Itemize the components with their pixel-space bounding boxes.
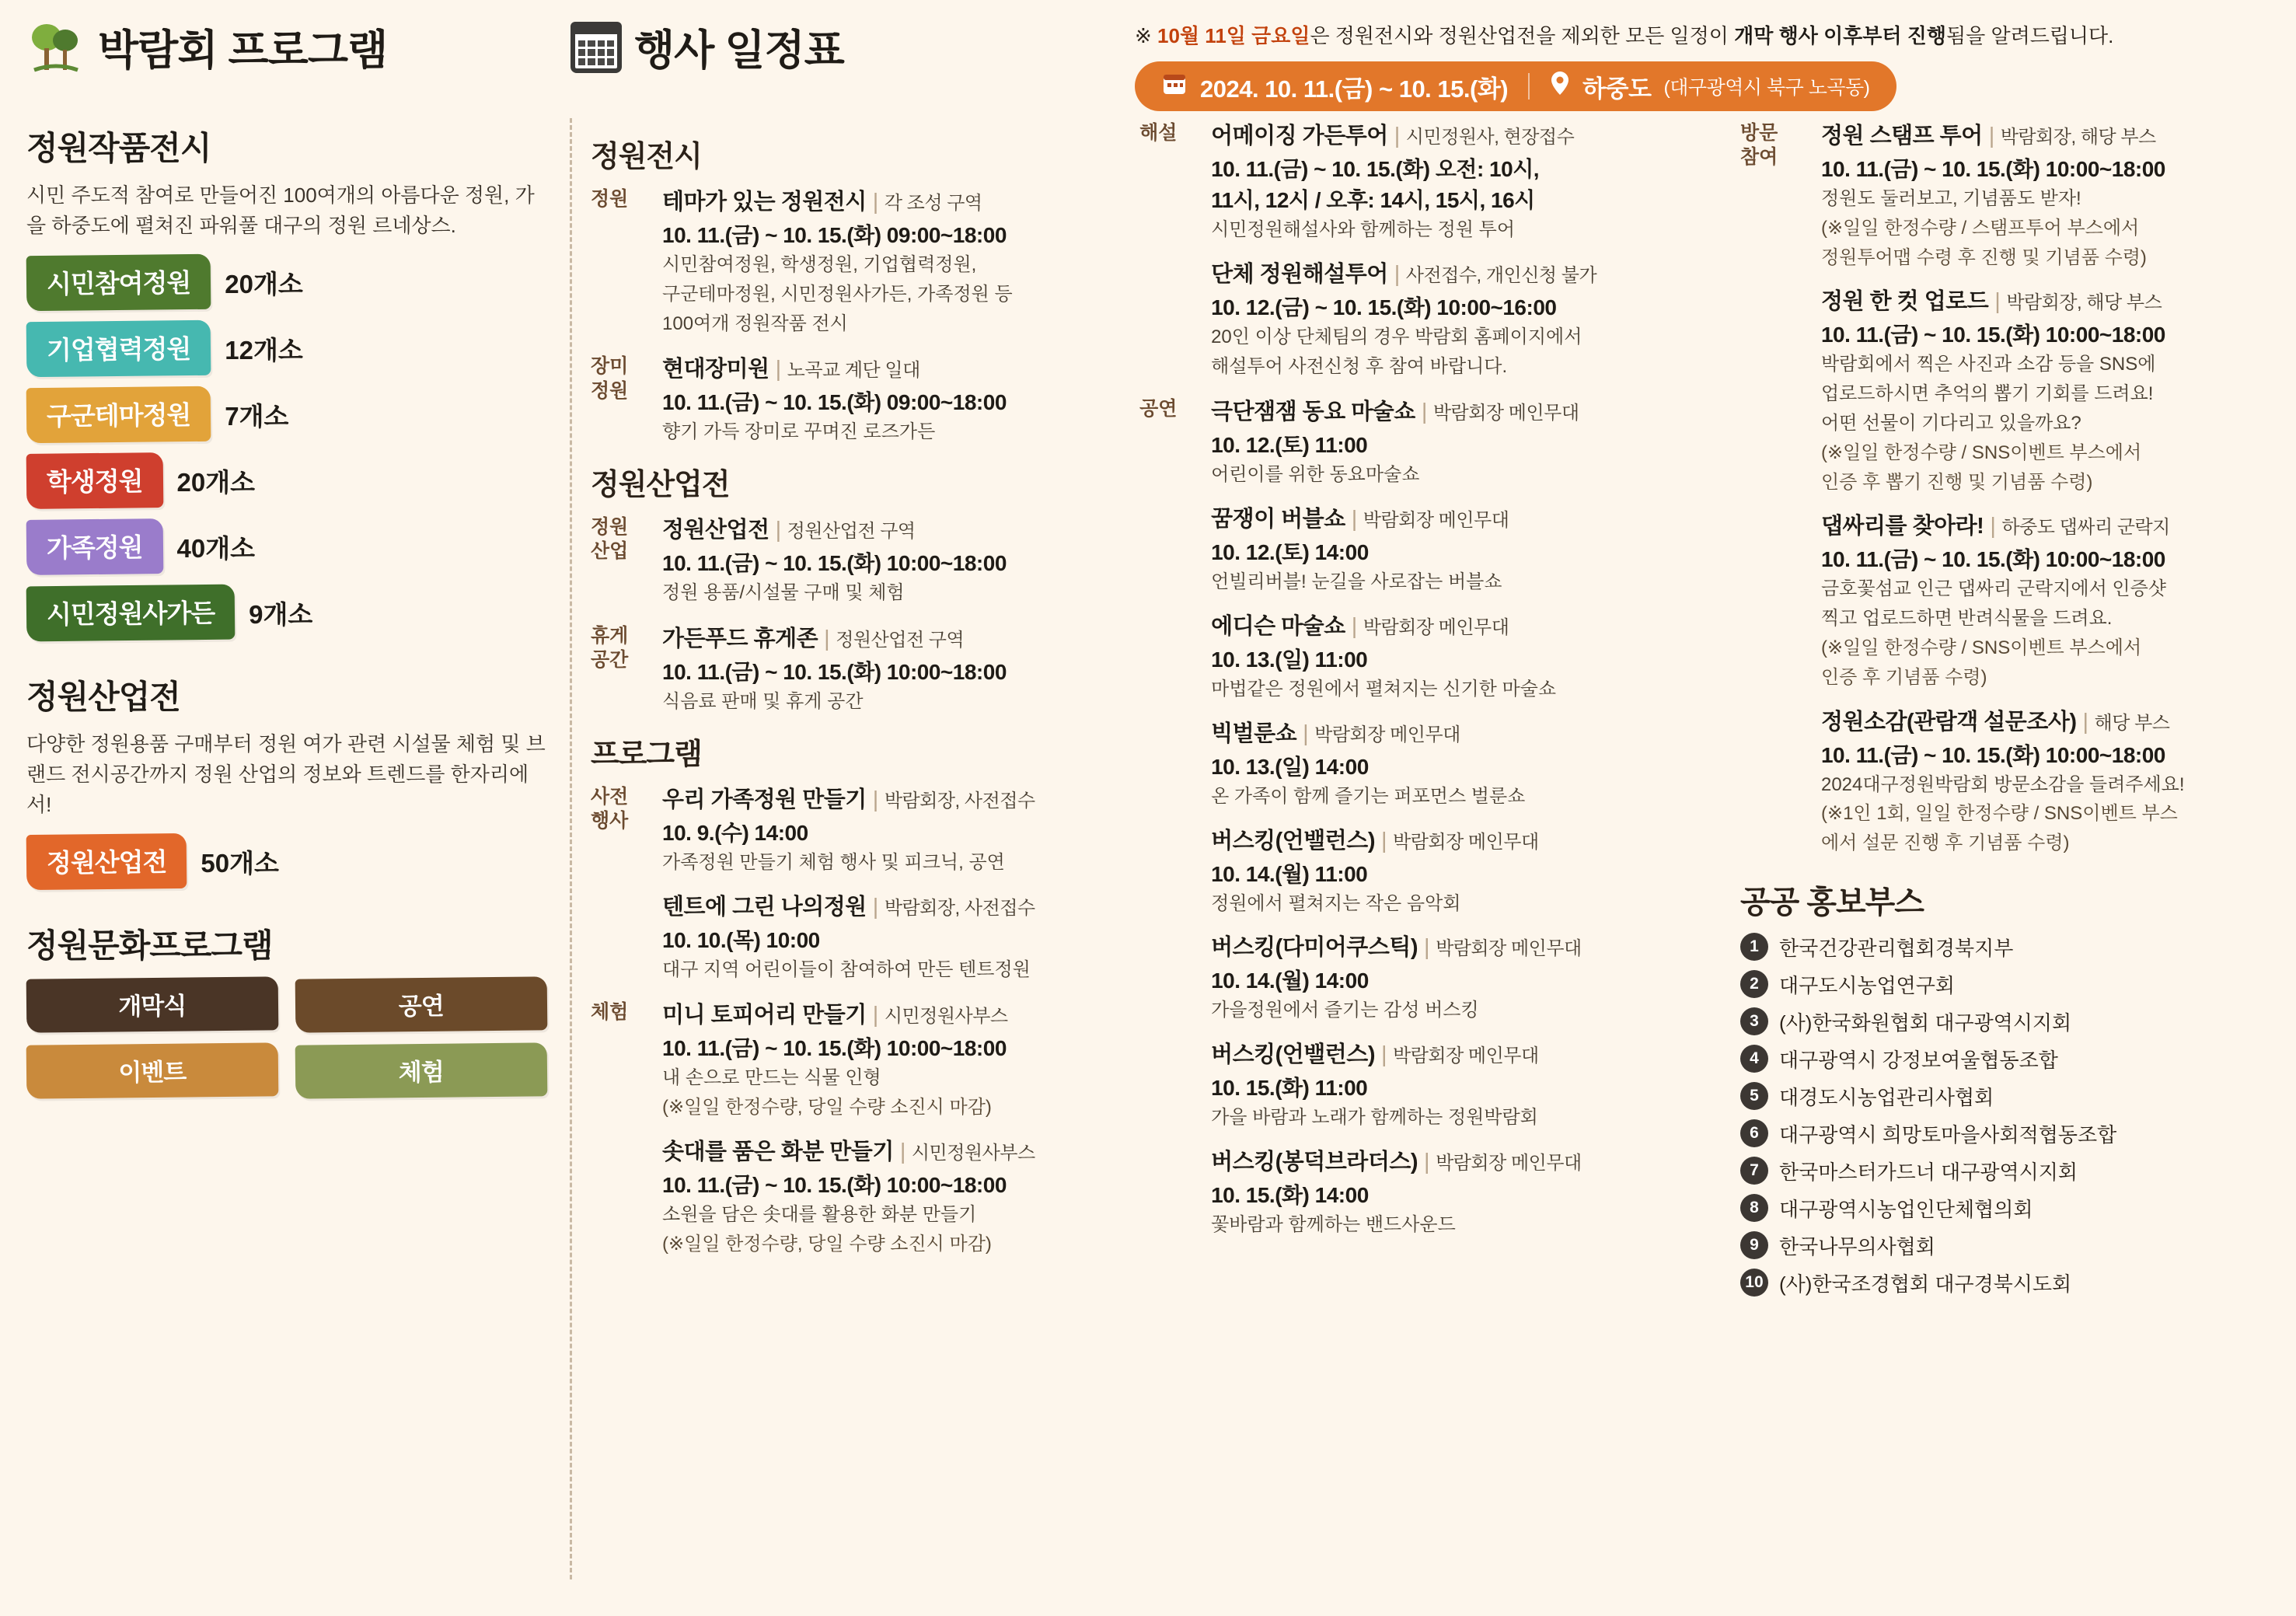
list-item-label: 대구광역시농업인단체협의회	[1778, 1197, 2033, 1221]
list-item-number: 7	[1740, 1157, 1768, 1185]
entry-note: 시민참여정원, 학생정원, 기업협력정원,	[662, 254, 977, 275]
entry-date: 10. 13.(일) 14:00	[1211, 754, 1369, 779]
notice-mid: 은 정원전시와 정원산업전을 제외한 모든 일정이	[1310, 24, 1729, 47]
entry-place: 박람회장 메인무대	[1432, 403, 1579, 424]
garden-category-row	[26, 519, 546, 574]
entry-note: 구군테마정원, 시민정원사가든, 가족정원 등	[662, 283, 1013, 305]
entry-place: 시민정원사부스	[884, 1006, 1008, 1028]
entry-title	[662, 512, 1094, 544]
entry-title	[1821, 118, 2270, 150]
column-visit-participate	[1726, 118, 2270, 1579]
entry-date: 10. 9.(수) 14:00	[662, 820, 808, 845]
entry-tag: 사전 행사	[591, 785, 629, 832]
entry-place: 박람회장, 사전접수	[884, 897, 1035, 919]
entry-note: 꽃바람과 함께하는 밴드사운드	[1211, 1213, 1456, 1235]
entry-date: 10. 14.(월) 14:00	[1211, 969, 1369, 993]
entry-body	[1211, 609, 1712, 703]
entry-date: 10. 10.(목) 10:00	[662, 927, 820, 952]
entry-date: 10. 15.(화) 14:00	[1211, 1182, 1369, 1207]
page-title: 박람회 프로그램	[98, 27, 388, 74]
notice-suffix: 됨을 알려드립니다.	[1946, 24, 2114, 47]
entry-separator: |	[1380, 1042, 1387, 1068]
list-item-label: 대구도시농업연구회	[1778, 973, 1956, 997]
entry-place: 노곡교 계단 일대	[787, 360, 920, 382]
entry-title	[1211, 501, 1712, 533]
date-place-pill	[1135, 61, 1896, 111]
entry-title	[662, 782, 1094, 814]
industry-description: 다양한 정원용품 구매부터 정원 여가 관련 시설물 체험 및 브랜드 전시공간까지 정원 산업의 정보와 트렌드를 한자리에서!	[26, 732, 546, 816]
entry-note: (※일일 한정수량, 당일 수량 소진시 마감)	[662, 1233, 992, 1255]
garden-category-row	[26, 255, 546, 310]
list-item-number: 5	[1740, 1082, 1768, 1110]
entry-place: 박람회장 메인무대	[1314, 724, 1460, 745]
entry-name: 미니 토피어리 만들기	[662, 1003, 867, 1028]
entry-note: 식음료 판매 및 휴게 공간	[662, 690, 864, 712]
entry-body	[662, 184, 1094, 337]
entry-place: 정원산업전 구역	[787, 521, 916, 543]
entry-body	[1211, 257, 1712, 381]
entry-date: 10. 11.(금) ~ 10. 15.(화) 09:00~18:00	[662, 390, 1007, 415]
list-item-number: 3	[1740, 1007, 1768, 1035]
garden-category-label: 기업협력정원	[26, 320, 211, 377]
entry-separator: |	[1303, 721, 1309, 746]
notice-highlight: 10월 11일 금요일	[1157, 24, 1310, 47]
schedule-block-title: 정원산업전	[591, 469, 730, 502]
entry-place: 정원산업전 구역	[836, 629, 965, 651]
column-schedule-b	[1113, 118, 1726, 1579]
entry-body	[662, 997, 1094, 1258]
entry-note: 어린이를 위한 동요마술쇼	[1211, 464, 1420, 486]
entry-name: 어메이징 가든투어	[1211, 124, 1388, 148]
entry-tag: 휴게 공간	[591, 624, 629, 672]
entry-title	[662, 351, 1094, 383]
entry-place: 시민정원사, 현장접수	[1405, 127, 1575, 148]
entry-separator: |	[1351, 613, 1357, 639]
entry-note: 정원 용품/시설물 구매 및 체험	[662, 582, 905, 604]
entry-subitem	[662, 1134, 1094, 1258]
garden-category-count: 20개소	[225, 270, 303, 298]
entry-tag: 해설	[1139, 122, 1178, 144]
schedule-title: 행사 일정표	[634, 27, 844, 74]
entry-place: 박람회장, 사전접수	[884, 790, 1035, 811]
entry-place: 하중도 댑싸리 군락지	[2001, 517, 2170, 539]
entry-note: 박람회에서 찍은 사진과 소감 등을 SNS에	[1820, 354, 2156, 375]
entry-place: 시민정원사부스	[911, 1142, 1035, 1164]
schedule-entry	[591, 782, 1094, 984]
culture-program-label: 이벤트	[26, 1042, 278, 1098]
entry-note: 마법같은 정원에서 펼쳐지는 신기한 마술쇼	[1211, 678, 1557, 700]
entry-note: 소원을 담은 솟대를 활용한 화분 만들기	[662, 1203, 977, 1225]
garden-category-count: 20개소	[176, 468, 255, 497]
entry-note: 온 가족이 함께 즐기는 퍼포먼스 벌룬쇼	[1211, 785, 1526, 807]
entry-body	[1211, 930, 1712, 1024]
entry-note: (※일일 한정수량 / SNS이벤트 부스에서	[1820, 637, 2142, 658]
list-item-number: 2	[1740, 970, 1768, 998]
entry-note: 정원에서 펼쳐지는 작은 음악회	[1211, 892, 1461, 914]
list-item	[1740, 1269, 2270, 1297]
list-item-label: 한국나무의사협회	[1778, 1234, 1935, 1258]
entry-tag: 정원	[591, 188, 629, 210]
list-item-label: (사)한국화원협회 대구광역시지회	[1778, 1010, 2072, 1035]
list-item	[1740, 1231, 2270, 1260]
entry-note: 찍고 업로드하면 반려식물을 드려요.	[1820, 608, 2113, 630]
entry-name: 버스킹(봉덕브라더스)	[1211, 1149, 1418, 1174]
schedule-heading	[571, 17, 1115, 77]
column-schedule-a	[570, 118, 1113, 1579]
entry-date: 10. 11.(금) ~ 10. 15.(화) 10:00~18:00	[1820, 157, 2165, 181]
entry-title	[1211, 1037, 1712, 1069]
entry-note: (※일일 한정수량 / 스탬프투어 부스에서	[1820, 217, 2140, 239]
list-item-label: 대경도시농업관리사협회	[1778, 1085, 1994, 1109]
list-item	[1740, 1119, 2270, 1148]
garden-category-row	[26, 321, 546, 376]
entry-place: 박람회장 메인무대	[1436, 1152, 1582, 1174]
entry-body	[1821, 704, 2270, 857]
entry-separator: |	[872, 190, 878, 215]
entry-title	[1821, 284, 2270, 316]
calendar-icon	[571, 22, 622, 73]
list-item	[1740, 970, 2270, 999]
entry-tag: 장미 정원	[591, 355, 629, 402]
list-item-number: 4	[1740, 1045, 1768, 1073]
entry-separator: |	[1380, 828, 1387, 853]
entry-date: 10. 15.(화) 11:00	[1211, 1076, 1368, 1101]
entry-place: 해당 부스	[2094, 712, 2170, 734]
header-bar	[26, 17, 2270, 110]
entry-body	[1211, 394, 1712, 489]
list-item	[1740, 1045, 2270, 1073]
entry-stack	[1821, 118, 2270, 857]
entry-stack	[1211, 394, 1712, 1238]
entry-body	[662, 351, 1094, 446]
entry-note: 100여개 정원작품 전시	[662, 312, 848, 334]
schedule-entry	[591, 997, 1094, 1258]
list-item-label: (사)한국조경협회 대구경북시도회	[1778, 1272, 2072, 1296]
notice-mark: ※	[1135, 24, 1152, 47]
entry-date: 10. 12.(토) 14:00	[1211, 540, 1369, 565]
entry-note: (※일일 한정수량 / SNS이벤트 부스에서	[1820, 442, 2142, 463]
entry-note: 인증 후 기념품 수령)	[1820, 666, 1987, 688]
entry-body	[1821, 284, 2270, 496]
entry-note: 정원투어맵 수령 후 진행 및 기념품 수령)	[1820, 246, 2147, 268]
entry-separator: |	[1351, 507, 1357, 532]
entry-separator: |	[2082, 709, 2088, 735]
garden-category-row	[26, 453, 546, 508]
entry-separator: |	[775, 518, 781, 543]
entry-body	[1211, 118, 1712, 244]
entry-title	[662, 621, 1094, 653]
entry-name: 솟대를 품은 화분 만들기	[662, 1139, 894, 1164]
entry-note: 가을정원에서 즐기는 감성 버스킹	[1211, 1000, 1479, 1021]
entry-title	[1211, 930, 1712, 962]
entry-title	[662, 184, 1094, 216]
garden-category-label: 구군테마정원	[26, 386, 211, 443]
entry-title	[662, 889, 1094, 921]
entry-separator: |	[872, 894, 878, 920]
entry-note: 정원도 둘러보고, 기념품도 받자!	[1820, 188, 2081, 209]
entry-tag: 방문 참여	[1739, 122, 1778, 169]
industry-category-row	[26, 834, 546, 889]
entry-note: 업로드하시면 추억의 뽑기 기회를 드려요!	[1820, 383, 2154, 405]
garden-category-count: 40개소	[176, 534, 255, 563]
list-item-label: 한국건강관리협회경북지부	[1778, 936, 2014, 960]
entry-title	[662, 1134, 1094, 1166]
entry-name: 꿈쟁이 버블쇼	[1211, 507, 1345, 532]
visit-entry-group	[1740, 118, 2270, 857]
entry-date: 10. 11.(금) ~ 10. 15.(화) 오전: 10시, 11시, 12시 / 오후: 14시, 15시, 16시	[1211, 157, 1540, 212]
schedule-entry-group	[1139, 394, 1712, 1238]
entry-note: 에서 설문 진행 후 기념품 수령)	[1820, 832, 2070, 854]
entry-note: (※1인 1회, 일일 한정수량 / SNS이벤트 부스	[1820, 803, 2178, 825]
entry-separator: |	[1421, 400, 1427, 425]
exhibit-description: 시민 주도적 참여로 만들어진 100여개의 아름다운 정원, 가을 하중도에 펼쳐진 파워풀 대구의 정원 르네상스.	[26, 183, 535, 237]
section-title-exhibit: 정원작품전시	[26, 130, 211, 166]
entry-date: 10. 13.(일) 11:00	[1211, 647, 1368, 672]
entry-body	[1211, 823, 1712, 918]
entry-name: 빅벌룬쇼	[1211, 721, 1297, 746]
list-item	[1740, 933, 2270, 962]
entry-name: 테마가 있는 정원전시	[662, 190, 867, 215]
entry-title	[1211, 1144, 1712, 1176]
entry-tag: 정원 산업	[591, 516, 629, 563]
entry-body	[662, 782, 1094, 984]
entry-date: 10. 11.(금) ~ 10. 15.(화) 09:00~18:00	[662, 223, 1007, 247]
entry-separator: |	[1988, 124, 1994, 148]
garden-category-row	[26, 387, 546, 442]
entry-place: 박람회장 메인무대	[1363, 616, 1509, 638]
notice-bold: 개막 행사 이후부터 진행	[1734, 24, 1946, 47]
entry-date: 10. 11.(금) ~ 10. 15.(화) 10:00~18:00	[1820, 742, 2165, 767]
entry-separator: |	[1424, 935, 1430, 961]
garden-category-count: 9개소	[249, 600, 313, 629]
entry-note: 금호꽃섬교 인근 댑싸리 군락지에서 인증샷	[1820, 578, 2166, 600]
schedule-entry	[591, 512, 1094, 607]
section-title-industry: 정원산업전	[26, 679, 180, 715]
schedule-block-title: 프로그램	[591, 738, 702, 771]
entry-note: 대구 지역 어린이들이 참여하여 만든 텐트정원	[662, 958, 1031, 980]
schedule-entry	[591, 351, 1094, 446]
entry-name: 정원산업전	[662, 518, 769, 543]
entry-date: 10. 11.(금) ~ 10. 15.(화) 10:00~18:00	[662, 1036, 1007, 1061]
list-item-number: 1	[1740, 933, 1768, 961]
entry-body	[1211, 1037, 1712, 1132]
garden-category-count: 7개소	[225, 402, 289, 431]
entry-separator: |	[1394, 261, 1400, 287]
entry-place: 박람회장, 해당 부스	[2000, 127, 2156, 148]
list-item-label: 대구광역시 강정보여울협동조합	[1778, 1048, 2058, 1072]
entry-note: 어떤 선물이 기다리고 있을까요?	[1820, 412, 2081, 434]
garden-category-label: 학생정원	[26, 452, 163, 509]
entry-title	[662, 997, 1094, 1029]
industry-category-label: 정원산업전	[26, 833, 187, 890]
entry-separator: |	[872, 787, 878, 812]
industry-category-count: 50개소	[201, 849, 279, 878]
entry-body	[1821, 508, 2270, 691]
entry-title	[1211, 257, 1712, 288]
entry-title	[1211, 394, 1712, 426]
list-item	[1740, 1157, 2270, 1185]
notice-area	[1115, 17, 2270, 111]
entry-body	[662, 512, 1094, 607]
entry-tag: 체험	[591, 1001, 629, 1024]
list-item-label: 대구광역시 희망토마을사회적협동조합	[1778, 1122, 2117, 1147]
garden-category-label: 시민정원사가든	[26, 585, 236, 642]
entry-date: 10. 11.(금) ~ 10. 15.(화) 10:00~18:00	[662, 659, 1007, 684]
industry-item	[26, 834, 546, 889]
column-program-summary	[26, 118, 570, 1579]
schedule-entry	[591, 184, 1094, 337]
list-item-number: 10	[1740, 1269, 1768, 1297]
list-item	[1740, 1194, 2270, 1223]
entry-name: 정원소감(관람객 설문조사)	[1820, 709, 2077, 735]
entry-name: 우리 가족정원 만들기	[662, 787, 867, 812]
list-item-number: 6	[1740, 1119, 1768, 1147]
entry-note: 향기 가득 장미로 꾸며진 로즈가든	[662, 421, 936, 443]
garden-category-row	[26, 585, 546, 640]
entry-name: 정원 스탬프 투어	[1820, 124, 1983, 148]
entry-date: 10. 12.(금) ~ 10. 15.(화) 10:00~16:00	[1211, 295, 1557, 319]
entry-separator: |	[1394, 124, 1400, 148]
entry-name: 현대장미원	[662, 357, 769, 382]
entry-name: 단체 정원해설투어	[1211, 261, 1388, 287]
entry-separator: |	[1424, 1149, 1430, 1174]
entry-name: 에디슨 마술쇼	[1211, 613, 1345, 639]
garden-category-label: 시민참여정원	[26, 254, 211, 311]
entry-body	[1211, 1144, 1712, 1239]
list-item-label: 한국마스터가드너 대구광역시지회	[1778, 1160, 2078, 1184]
entry-date: 10. 12.(토) 11:00	[1211, 433, 1368, 458]
entry-name: 버스킹(언밸런스)	[1211, 828, 1375, 853]
entry-note: 인증 후 뽑기 진행 및 기념품 수령)	[1820, 471, 2093, 493]
entry-body	[1821, 118, 2270, 271]
program-heading	[26, 17, 571, 77]
entry-place: 각 조성 구역	[884, 193, 982, 214]
entry-stack	[1211, 118, 1712, 380]
schedule-entry-group	[1139, 118, 1712, 380]
entry-note: 가을 바람과 노래가 함께하는 정원박람회	[1211, 1107, 1538, 1129]
notice-text	[1135, 20, 2270, 49]
entry-title	[1821, 508, 2270, 540]
entry-place: 박람회장 메인무대	[1363, 510, 1509, 532]
promo-booth-list	[1740, 933, 2270, 1297]
pill-place-sub: (대구광역시 북구 노곡동)	[1663, 77, 1870, 99]
garden-category-label: 가족정원	[26, 518, 163, 575]
entry-separator: |	[824, 626, 830, 651]
entry-note: 해설투어 사전신청 후 참여 바랍니다.	[1211, 355, 1508, 377]
entry-place: 박람회장, 해당 부스	[2006, 292, 2162, 314]
entry-date: 10. 11.(금) ~ 10. 15.(화) 10:00~18:00	[662, 1172, 1007, 1197]
entry-subitem	[662, 889, 1094, 984]
entry-title	[1211, 716, 1712, 748]
culture-program-label: 개막식	[26, 976, 278, 1032]
schedule-entry	[591, 621, 1094, 716]
entry-note: 가족정원 만들기 체험 행사 및 피크닉, 공연	[662, 851, 1005, 873]
entry-separator: |	[872, 1003, 878, 1028]
calendar-small-icon	[1161, 70, 1188, 103]
entry-title	[1211, 823, 1712, 855]
entry-place: 박람회장 메인무대	[1436, 938, 1582, 960]
entry-title	[1821, 704, 2270, 736]
entry-note: 언빌리버블! 눈길을 사로잡는 버블쇼	[1211, 571, 1502, 593]
entry-name: 텐트에 그린 나의정원	[662, 894, 867, 920]
entry-date: 10. 14.(월) 11:00	[1211, 861, 1368, 886]
entry-title	[1211, 609, 1712, 640]
entry-name: 정원 한 컷 업로드	[1820, 289, 1989, 315]
entry-date: 10. 11.(금) ~ 10. 15.(화) 10:00~18:00	[1820, 547, 2165, 572]
entry-separator: |	[899, 1139, 905, 1164]
entry-tag: 공연	[1139, 398, 1178, 421]
garden-category-count: 12개소	[225, 336, 303, 365]
tree-icon	[26, 20, 85, 75]
entry-name: 가든푸드 휴게존	[662, 626, 818, 651]
entry-note: 20인 이상 단체팀의 경우 박람회 홈페이지에서	[1211, 326, 1582, 347]
culture-list	[26, 978, 546, 1098]
list-item-number: 8	[1740, 1194, 1768, 1222]
entry-name: 극단잼잼 동요 마술쇼	[1211, 400, 1415, 425]
entry-note: (※일일 한정수량, 당일 수량 소진시 마감)	[662, 1097, 992, 1119]
entry-date: 10. 11.(금) ~ 10. 15.(화) 10:00~18:00	[1820, 323, 2165, 347]
promo-title: 공공 홍보부스	[1739, 885, 1924, 920]
list-item	[1740, 1082, 2270, 1111]
content-columns	[26, 118, 2270, 1579]
entry-name: 버스킹(언밸런스)	[1211, 1042, 1375, 1068]
entry-place: 사전접수, 개인신청 불가	[1405, 264, 1597, 286]
entry-body	[1211, 716, 1712, 811]
list-item-number: 9	[1740, 1231, 1768, 1259]
entry-separator: |	[1990, 514, 1996, 539]
entry-name: 버스킹(다미어쿠스틱)	[1211, 935, 1418, 961]
entry-place: 박람회장 메인무대	[1393, 831, 1539, 853]
schedule-block-title: 정원전시	[591, 141, 702, 173]
garden-list	[26, 255, 546, 640]
entry-title	[1211, 118, 1712, 150]
entry-separator: |	[775, 357, 781, 382]
culture-program-label: 체험	[295, 1042, 546, 1098]
entry-body	[1211, 501, 1712, 596]
pill-place: 하중도	[1582, 75, 1652, 103]
location-pin-icon	[1550, 70, 1570, 103]
entry-separator: |	[1994, 289, 2001, 315]
entry-name: 댑싸리를 찾아라!	[1820, 514, 1984, 539]
pill-date: 2024. 10. 11.(금) ~ 10. 15.(화)	[1200, 75, 1509, 103]
pill-divider	[1528, 73, 1530, 99]
culture-program-label: 공연	[295, 976, 546, 1032]
section-title-culture: 정원문화프로그램	[26, 927, 273, 964]
entry-note: 2024대구정원박람회 방문소감을 들려주세요!	[1820, 773, 2185, 795]
entry-place: 박람회장 메인무대	[1393, 1045, 1539, 1067]
entry-note: 시민정원해설사와 함께하는 정원 투어	[1211, 219, 1516, 240]
entry-body	[662, 621, 1094, 716]
entry-note: 내 손으로 만드는 식물 인형	[662, 1067, 881, 1089]
entry-date: 10. 11.(금) ~ 10. 15.(화) 10:00~18:00	[662, 551, 1007, 576]
list-item	[1740, 1007, 2270, 1036]
